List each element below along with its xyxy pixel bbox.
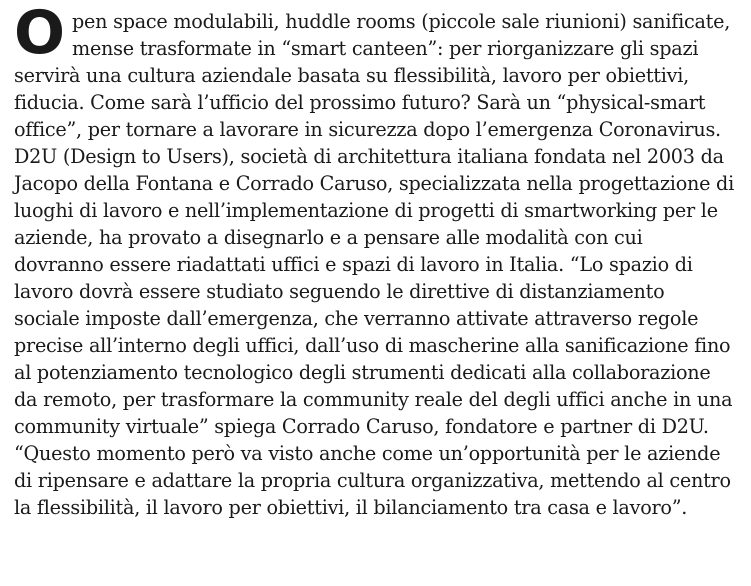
article-line: servirà una cultura aziendale basata su flessibilità, lavoro per obiettivi, bbox=[14, 64, 689, 87]
article-line: mense trasformate in “smart canteen”: per riorganizzare gli spazi bbox=[72, 37, 699, 60]
article-line: “Questo momento però va visto anche come un’opportunità per le aziende bbox=[14, 442, 721, 465]
article-line: community virtuale” spiega Corrado Caruso, fondatore e partner di D2U. bbox=[14, 415, 709, 438]
article-body bbox=[14, 0, 738, 521]
article-line: sociale imposte dall’emergenza, che verranno attivate attraverso regole bbox=[14, 307, 699, 330]
article-line: al potenziamento tecnologico degli strumenti dedicati alla collaborazione bbox=[14, 361, 711, 384]
article-line: precise all’interno degli uffici, dall’uso di mascherine alla sanificazione fino bbox=[14, 334, 731, 357]
article-line: fiducia. Come sarà l’ufficio del prossimo futuro? Sarà un “physical-smart bbox=[14, 91, 706, 114]
article-line: office”, per tornare a lavorare in sicurezza dopo l’emergenza Coronavirus. bbox=[14, 118, 721, 141]
article-line: Jacopo della Fontana e Corrado Caruso, specializzata nella progettazione di bbox=[14, 172, 734, 195]
article-line: la flessibilità, il lavoro per obiettivi, il bilanciamento tra casa e lavoro”. bbox=[14, 496, 688, 519]
drop-cap-letter: O bbox=[14, 0, 66, 68]
article-line: di ripensare e adattare la propria cultura organizzativa, mettendo al centro bbox=[14, 469, 731, 492]
article-line: dovranno essere riadattati uffici e spazi di lavoro in Italia. “Lo spazio di bbox=[14, 253, 693, 276]
article-line: D2U (Design to Users), società di architettura italiana fondata nel 2003 da bbox=[14, 145, 724, 168]
article-line: lavoro dovrà essere studiato seguendo le direttive di distanziamento bbox=[14, 280, 665, 303]
article-line: luoghi di lavoro e nell’implementazione di progetti di smartworking per le bbox=[14, 199, 718, 222]
article-line: pen space modulabili, huddle rooms (piccole sale riunioni) sanificate, bbox=[72, 10, 731, 33]
article-line: da remoto, per trasformare la community reale del degli uffici anche in una bbox=[14, 388, 733, 411]
article-line: aziende, ha provato a disegnarlo e a pensare alle modalità con cui bbox=[14, 226, 643, 249]
